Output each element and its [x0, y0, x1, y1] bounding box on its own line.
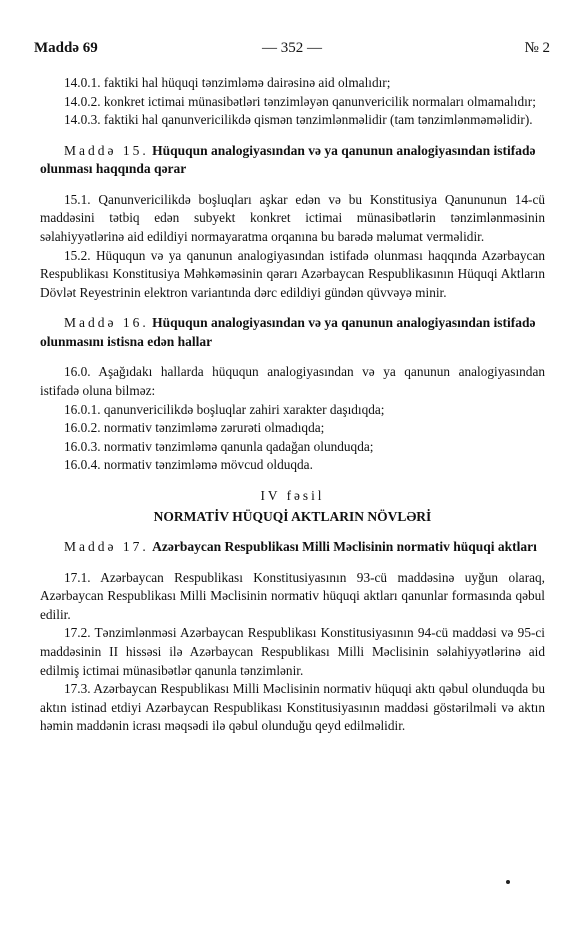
issue-number: № 2 [524, 40, 550, 56]
paragraph: 17.2. Tənzimlənməsi Azərbaycan Respublikası Konstitusiyasının 94-cü maddəsi və 95-ci maddəsinin II hissəsi ilə Azərbaycan Respublikası Milli Məclisinin səlahiyyətlərinə aid edilmiş ictimai münasibətlər qanunla tənzimlənir. [40, 625, 545, 678]
article-heading [40, 538, 545, 557]
paragraph: 15.2. Hüququn və ya qanunun analogiyasından istifadə olunması haqqında Azərbaycan Respublikası Konstitusiya Məhkəməsinin qərarı Azərbaycan Respublikasının Hüquqi Aktların Dövlət Reyestrinin elektron variantında dərc edildiyi gündən qüvvəyə minir. [40, 247, 545, 300]
paragraph: 16.0. Aşağıdakı hallarda hüququn analogiyasından və ya qanunun analogiyasından istifadə oluna bilməz: [40, 364, 545, 398]
paragraph: 17.3. Azərbaycan Respublikası Milli Məclisinin normativ hüquqi aktı qəbul olunduqda bu aktın istinad etdiyi Azərbaycan Respublikası Konstitusiyasının maddəsi göstərilməli və aktın həmin maddənin icrası məqsədi ilə qəbul olunduğu qeyd edilməlidir. [40, 681, 545, 734]
article-heading [40, 142, 545, 179]
paragraph: 15.1. Qanunvericilikdə boşluqları aşkar edən və bu Konstitusiya Qanununun 14-cü maddəsini tətbiq edən subyekt konkret ictimai münasibətlərin tənzimlənməsinin səlahiyyətlərinə aid edildiyi normayaratma orqanına bu barədə məlumat verməlidir. [40, 191, 545, 244]
page-header [34, 40, 550, 62]
paragraph: 16.0.2. normativ tənzimləmə zərurəti olmadıqda; [64, 420, 325, 436]
article-reference: Maddə 69 [34, 40, 98, 56]
paragraph: 16.0.3. normativ tənzimləmə qanunla qadağan olunduqda; [64, 438, 374, 454]
paragraph: 16.0.4. normativ tənzimləmə mövcud olduqda. [64, 457, 313, 473]
paragraph: 17.1. Azərbaycan Respublikası Konstitusiyasının 93-cü maddəsinə uyğun olaraq, Azərbaycan Respublikası Milli Məclisinin normativ hüquqi aktları qanunlar formasında qəbul edilir. [40, 569, 545, 622]
paragraph: 14.0.3. faktiki hal qanunvericilikdə qismən tənzimlənməlidir (tam tənzimlənməməlidir). [64, 112, 533, 128]
paragraph: 14.0.2. konkret ictimai münasibətləri tənzimləyən qanunvericilik normaları olmamalıdır; [64, 93, 536, 109]
article-title: Hüququn analogiyasından və ya qanunun analogiyasından istifadə olunmasını istisna edən hallar [40, 315, 536, 349]
article-title: Azərbaycan Respublikası Milli Məclisinin normativ hüquqi aktları [152, 539, 537, 555]
document-body [40, 74, 545, 736]
chapter-number: IV fəsil [260, 487, 325, 503]
page-number: — 352 — [262, 40, 322, 56]
chapter-title: NORMATİV HÜQUQİ AKTLARIN NÖVLƏRİ [153, 508, 432, 524]
article-label: Maddə 17. [64, 539, 149, 555]
speck-mark [506, 880, 510, 884]
article-label: Maddə 16. [64, 315, 149, 331]
article-title: Hüququn analogiyasından və ya qanunun analogiyasından istifadə olunması haqqında qərar [40, 142, 536, 177]
article-label: Maddə 15. [64, 142, 149, 158]
paragraph: 14.0.1. faktiki hal hüquqi tənzimləmə dairəsinə aid olmalıdır; [64, 75, 391, 90]
article-heading [40, 314, 545, 351]
paragraph: 16.0.1. qanunvericilikdə boşluqlar zahiri xarakter daşıdıqda; [64, 401, 385, 417]
